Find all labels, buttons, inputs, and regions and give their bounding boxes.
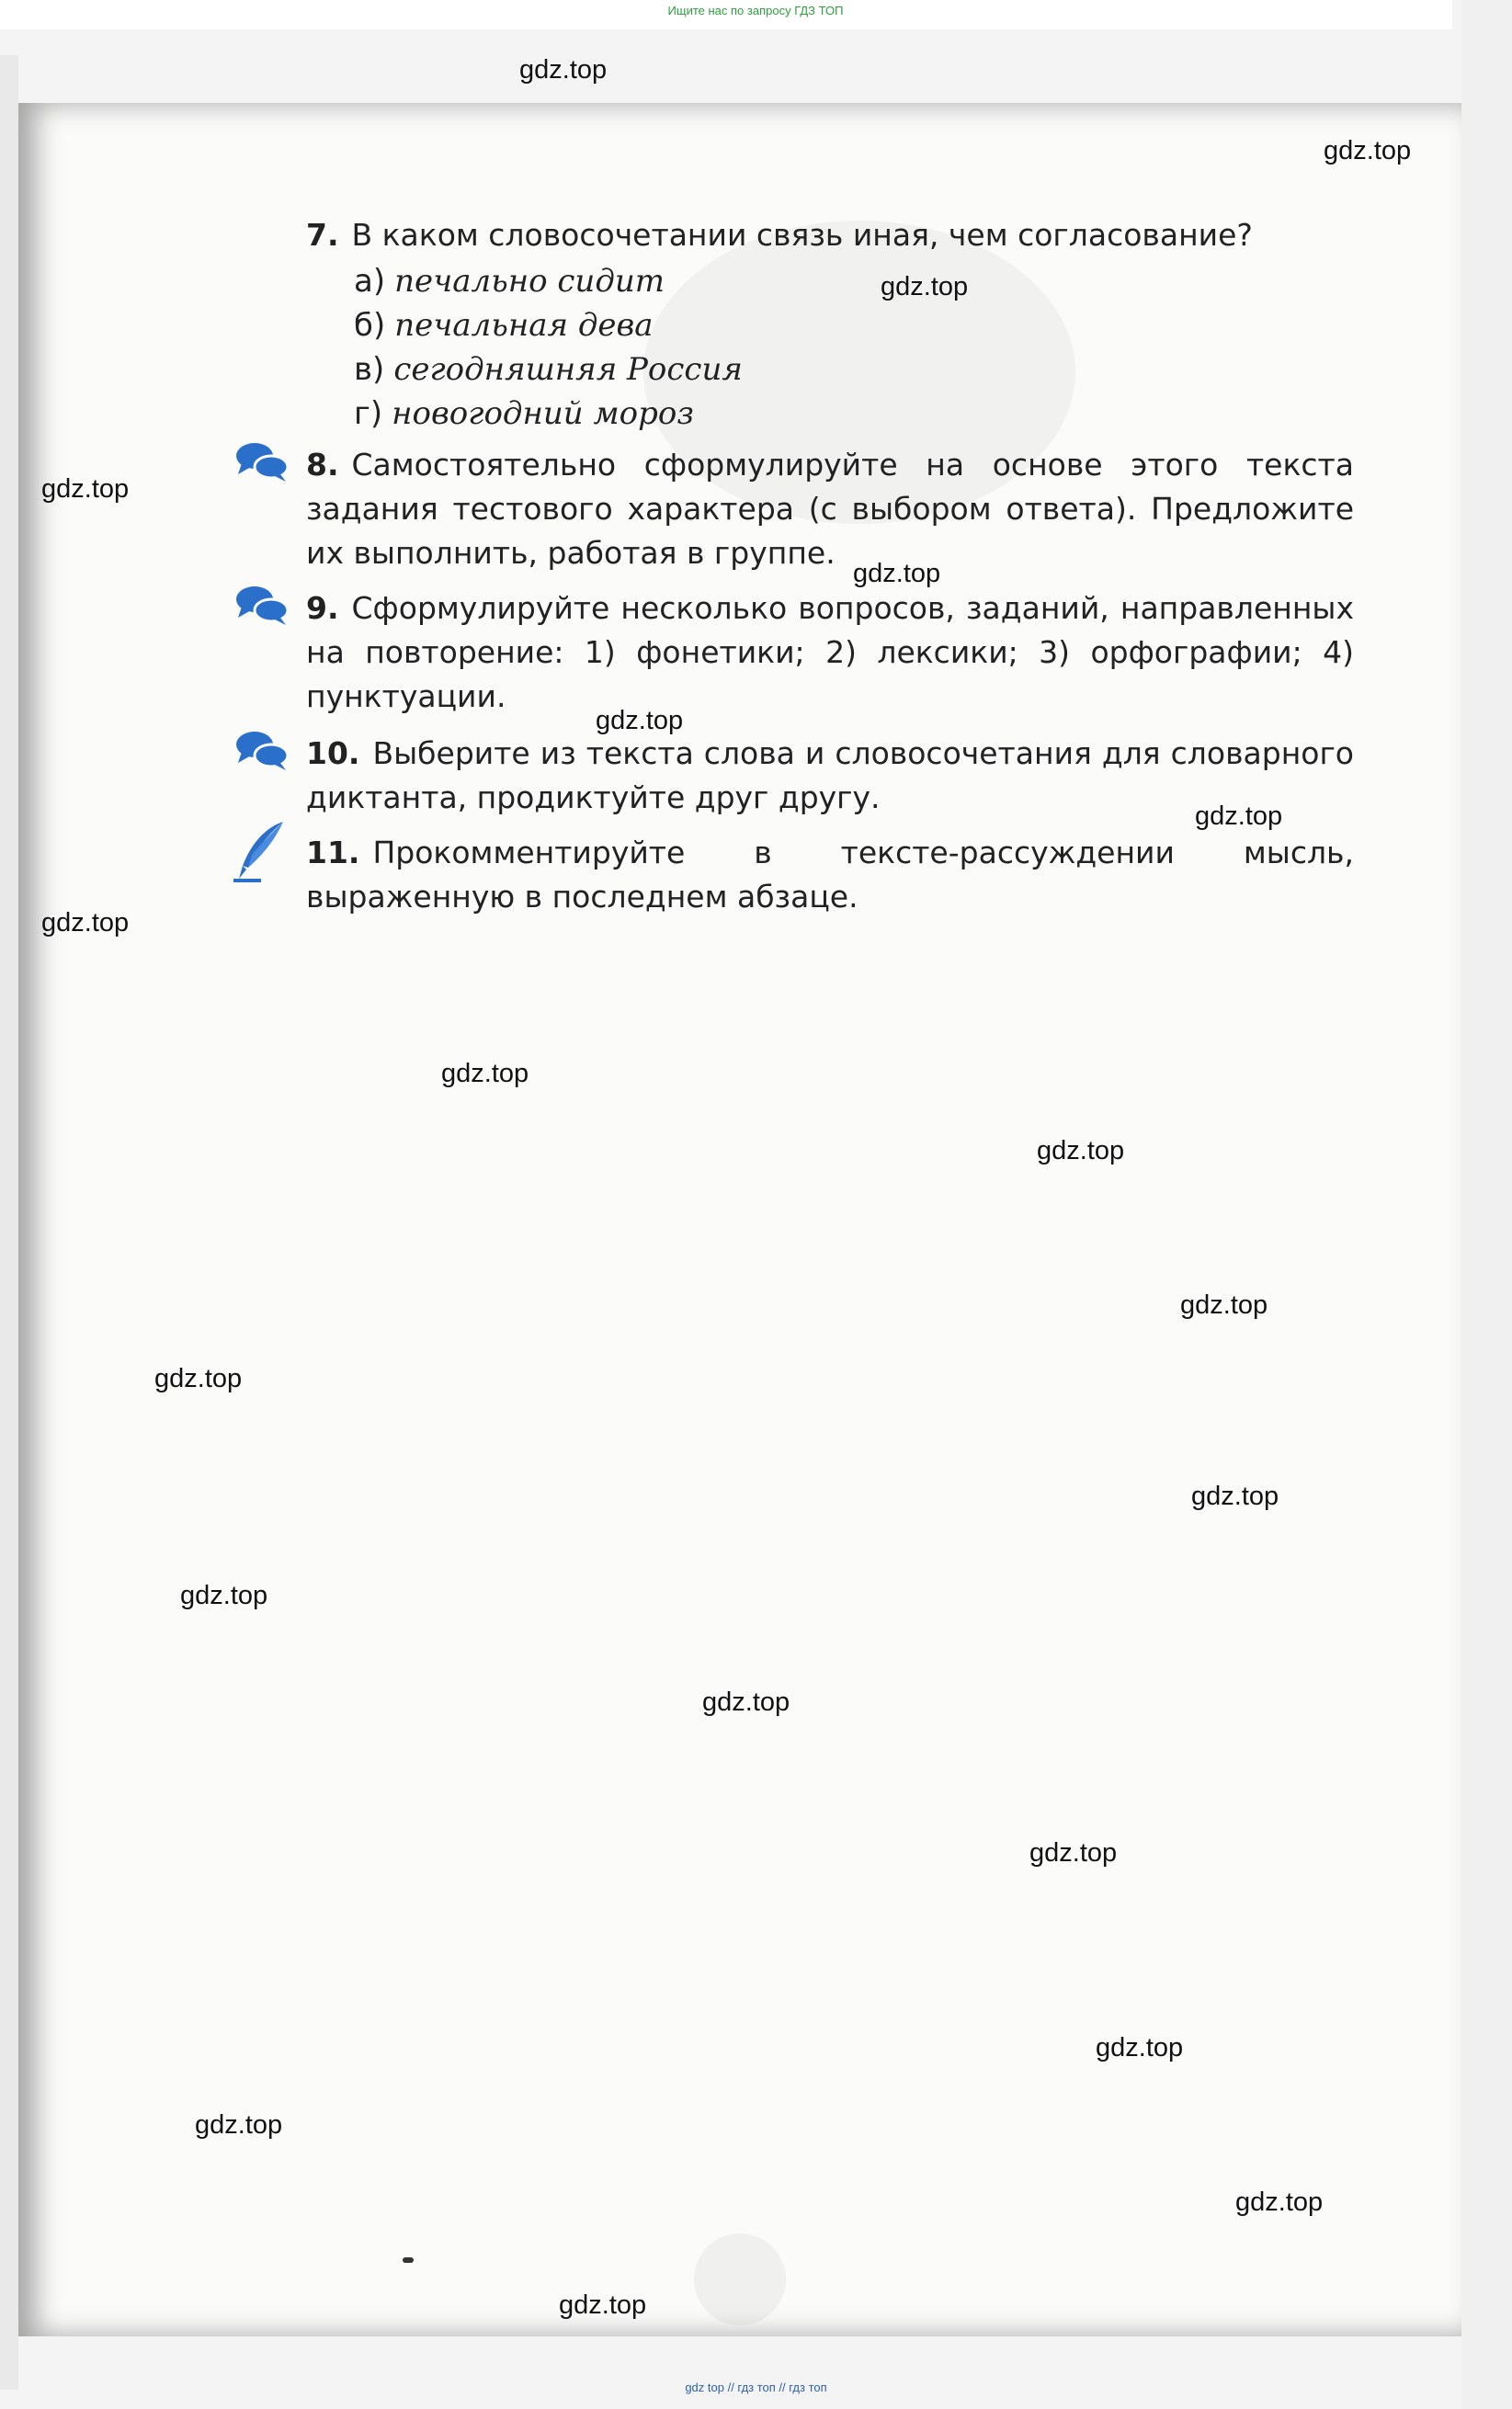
question-7	[306, 213, 1354, 257]
option-letter: г)	[354, 395, 383, 432]
watermark: gdz.top	[1096, 2033, 1184, 2062]
quill-icon	[230, 818, 289, 884]
watermark: gdz.top	[519, 55, 608, 85]
watermark: gdz.top	[41, 908, 130, 937]
option-d	[354, 392, 694, 436]
watermark: gdz.top	[180, 1581, 268, 1610]
discussion-icon	[234, 585, 290, 627]
watermark: gdz.top	[1195, 801, 1283, 831]
question-text: Прокомментируйте в тексте-рассуждении мысль, выраженную в последнем абзаце.	[306, 835, 1354, 915]
watermark: gdz.top	[853, 559, 941, 588]
option-b	[354, 303, 654, 347]
watermark: gdz.top	[1037, 1136, 1125, 1165]
watermark: gdz.top	[41, 474, 130, 504]
question-text: В каком словосочетании связь иная, чем согласование?	[351, 217, 1253, 253]
watermark: gdz.top	[881, 272, 969, 301]
watermark: gdz.top	[1191, 1482, 1279, 1511]
option-text: печальная дева	[394, 307, 654, 344]
option-letter: в)	[354, 351, 385, 388]
watermark: gdz.top	[702, 1687, 790, 1717]
question-text: Выберите из текста слова и словосочетания для словарного диктанта, продиктуйте друг другу.	[306, 735, 1354, 815]
question-text: Самостоятельно сформулируйте на основе этого текста задания тестового характера (с выбором ответа). Предложите их выполнить, работая в группе.	[306, 447, 1354, 571]
bottom-banner	[0, 2381, 1512, 2394]
bottom-banner-text: gdz top // гдз топ // гдз топ	[685, 2381, 827, 2394]
question-number: 11.	[306, 835, 360, 870]
option-text: новогодний мороз	[392, 395, 694, 432]
left-margin	[0, 55, 18, 2390]
top-banner	[0, 4, 1512, 24]
option-text: печально сидит	[394, 263, 665, 300]
watermark: gdz.top	[1029, 1838, 1118, 1868]
right-margin	[1461, 0, 1512, 2409]
question-number: 7.	[306, 217, 339, 253]
watermark: gdz.top	[559, 2290, 647, 2320]
option-c	[354, 347, 743, 392]
faded-page-badge	[694, 2233, 786, 2325]
discussion-icon	[234, 730, 290, 772]
option-text: сегодняшняя Россия	[393, 351, 743, 388]
watermark: gdz.top	[1180, 1290, 1268, 1320]
page-speck	[403, 2257, 414, 2263]
question-8	[306, 443, 1354, 575]
top-banner-text: Ищите нас по запросу ГДЗ ТОП	[667, 4, 844, 17]
option-a	[354, 259, 665, 303]
watermark: gdz.top	[154, 1364, 243, 1393]
option-letter: б)	[354, 307, 386, 344]
question-text: Сформулируйте несколько вопросов, заданий, направленных на повторение: 1) фонетики; 2) лексики; 3) орфографии; 4) пунктуации.	[306, 590, 1354, 714]
discussion-icon	[234, 441, 290, 483]
watermark: gdz.top	[1324, 136, 1412, 165]
watermark: gdz.top	[1235, 2187, 1324, 2217]
question-9	[306, 586, 1354, 719]
watermark: gdz.top	[441, 1059, 529, 1088]
watermark: gdz.top	[195, 2110, 283, 2140]
watermark: gdz.top	[596, 706, 684, 735]
question-number: 9.	[306, 590, 339, 626]
question-number: 8.	[306, 447, 339, 483]
question-11	[306, 831, 1354, 919]
question-number: 10.	[306, 735, 360, 771]
option-letter: а)	[354, 263, 386, 300]
